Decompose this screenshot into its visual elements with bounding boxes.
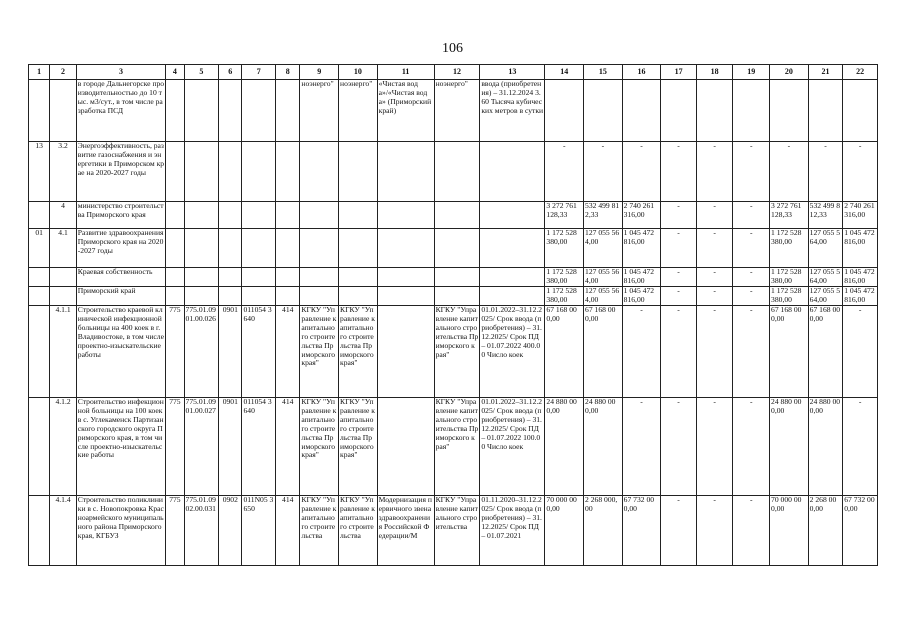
table-cell: Строительство инфекционной больницы на 100 коек в с. Углекаменск Партизанского городского округа Приморского края, в том числе проектно-изыскательские работы xyxy=(76,398,165,496)
table-cell: ноэнерго" xyxy=(434,80,480,142)
table-cell xyxy=(242,268,276,287)
table-row xyxy=(29,496,878,566)
table-cell: КГКУ "Управление капитального строительства xyxy=(300,496,339,566)
table-cell xyxy=(300,142,339,202)
table-cell: 67 732 000,00 xyxy=(622,496,661,566)
table-cell xyxy=(480,268,545,287)
table-cell xyxy=(377,142,434,202)
table-cell xyxy=(184,80,219,142)
table-cell: КГКУ "Управление капитального строительства Приморского края" xyxy=(434,398,480,496)
table-cell xyxy=(377,229,434,268)
table-cell: 67 168 000,00 xyxy=(808,306,843,398)
column-number-cell: 11 xyxy=(377,65,434,80)
table-cell xyxy=(339,287,378,306)
table-row xyxy=(29,306,878,398)
table-cell xyxy=(545,80,584,142)
table-cell xyxy=(219,142,242,202)
table-cell xyxy=(339,268,378,287)
table-cell: 414 xyxy=(276,306,300,398)
table-cell xyxy=(242,229,276,268)
table-cell: - xyxy=(696,268,733,287)
table-cell: - xyxy=(696,398,733,496)
table-cell xyxy=(166,202,184,229)
table-cell xyxy=(166,80,184,142)
column-number-cell: 8 xyxy=(276,65,300,80)
table-cell: - xyxy=(622,398,661,496)
table-cell: - xyxy=(733,287,770,306)
table-cell xyxy=(276,202,300,229)
column-number-cell: 7 xyxy=(242,65,276,80)
table-cell: 4.1.2 xyxy=(50,398,76,496)
table-cell: 67 168 000,00 xyxy=(545,306,584,398)
table-cell: - xyxy=(733,306,770,398)
table-cell: 1 045 472 816,00 xyxy=(843,287,878,306)
table-cell: Развитие здравоохранения Приморского края на 2020-2027 годы xyxy=(76,229,165,268)
table-cell: 1 045 472 816,00 xyxy=(843,268,878,287)
table-cell xyxy=(276,229,300,268)
table-cell: 127 055 564,00 xyxy=(584,287,623,306)
table-cell: 532 499 812,33 xyxy=(808,202,843,229)
table-cell xyxy=(29,287,50,306)
table-cell: 70 000 000,00 xyxy=(770,496,809,566)
table-cell: - xyxy=(843,142,878,202)
table-cell xyxy=(219,80,242,142)
table-cell: - xyxy=(696,142,733,202)
table-cell xyxy=(166,287,184,306)
table-cell: 4.1.4 xyxy=(50,496,76,566)
column-number-cell: 20 xyxy=(770,65,809,80)
table-cell: Модернизация первичного звена здравоохранения Российской Федерации/М xyxy=(377,496,434,566)
table-cell xyxy=(434,287,480,306)
table-cell: ноэнерго" xyxy=(339,80,378,142)
table-cell: КГКУ "Управление капитального строительства Приморского края" xyxy=(339,306,378,398)
table-cell: 1 172 528 380,00 xyxy=(545,229,584,268)
column-number-cell: 5 xyxy=(184,65,219,80)
table-cell xyxy=(276,287,300,306)
table-cell: 127 055 564,00 xyxy=(808,287,843,306)
table-cell: 127 055 564,00 xyxy=(584,268,623,287)
table-cell xyxy=(480,229,545,268)
table-row xyxy=(29,202,878,229)
table-cell xyxy=(219,202,242,229)
table-cell xyxy=(434,268,480,287)
table-cell: 01.01.2022–31.12.2025/ Срок ввода (приобретения) – 31.12.2025/ Срок ПД – 01.07.2022 400.00 Число коек xyxy=(480,306,545,398)
table-cell xyxy=(661,80,697,142)
table-cell: 2 740 261 316,00 xyxy=(622,202,661,229)
table-cell: 4 xyxy=(50,202,76,229)
column-number-cell: 15 xyxy=(584,65,623,80)
table-cell: - xyxy=(661,229,697,268)
table-cell: 775 xyxy=(166,398,184,496)
column-number-cell: 12 xyxy=(434,65,480,80)
column-number-cell: 9 xyxy=(300,65,339,80)
table-row xyxy=(29,142,878,202)
table-cell: - xyxy=(843,306,878,398)
table-cell: 0901 xyxy=(219,306,242,398)
table-cell xyxy=(276,80,300,142)
table-body xyxy=(29,80,878,566)
table-cell xyxy=(242,80,276,142)
table-cell xyxy=(29,306,50,398)
table-cell xyxy=(584,80,623,142)
table-cell: - xyxy=(696,306,733,398)
column-number-cell: 14 xyxy=(545,65,584,80)
table-cell: КГКУ "Управление капитального строительства Приморского края" xyxy=(300,398,339,496)
table-cell: 1 172 528 380,00 xyxy=(545,268,584,287)
table-cell: 775 xyxy=(166,496,184,566)
table-cell: 1 172 528 380,00 xyxy=(770,287,809,306)
table-cell xyxy=(339,142,378,202)
table-cell: - xyxy=(733,398,770,496)
table-cell: - xyxy=(661,306,697,398)
column-number-cell: 10 xyxy=(339,65,378,80)
table-cell: «Чистая вода»/«Чистая вода» (Приморский край) xyxy=(377,80,434,142)
table-cell xyxy=(300,202,339,229)
table-cell: 3 272 761 128,33 xyxy=(770,202,809,229)
column-number-cell: 22 xyxy=(843,65,878,80)
table-cell xyxy=(300,229,339,268)
table-cell xyxy=(50,287,76,306)
table-cell xyxy=(300,287,339,306)
table-cell: 01.01.2022–31.12.2025/ Срок ввода (приобретения) – 31.12.2025/ Срок ПД – 01.07.2022 100.00 Число коек xyxy=(480,398,545,496)
table-cell xyxy=(733,80,770,142)
table-cell: КГКУ "Управление капитального строительства xyxy=(339,496,378,566)
table-cell: Строительство краевой клинической инфекционной больницы на 400 коек в г. Владивостоке, в том числе проектно-изыскательские работы xyxy=(76,306,165,398)
column-number-cell: 3 xyxy=(76,65,165,80)
table-cell: - xyxy=(584,142,623,202)
table-cell: 67 168 000,00 xyxy=(584,306,623,398)
table-cell: 011N05 3650 xyxy=(242,496,276,566)
table-cell xyxy=(184,287,219,306)
column-number-cell: 4 xyxy=(166,65,184,80)
table-cell: 532 499 812,33 xyxy=(584,202,623,229)
table-cell: 24 880 000,00 xyxy=(545,398,584,496)
table-cell xyxy=(622,80,661,142)
table-cell xyxy=(166,268,184,287)
table-cell: 127 055 564,00 xyxy=(584,229,623,268)
column-number-cell: 21 xyxy=(808,65,843,80)
page-number: 106 xyxy=(442,41,463,56)
table-cell xyxy=(50,80,76,142)
table-cell: - xyxy=(696,202,733,229)
column-number-cell: 6 xyxy=(219,65,242,80)
table-cell: Строительство поликлиники в с. Новопокровка Красноармейского муниципального района Приморского края, КГБУЗ xyxy=(76,496,165,566)
table-cell: КГКУ "Управление капитального строительства Приморского края" xyxy=(339,398,378,496)
table-cell: - xyxy=(661,496,697,566)
table-cell: - xyxy=(733,496,770,566)
table-cell xyxy=(377,398,434,496)
table-cell xyxy=(377,268,434,287)
table-cell: ввода (приобретения) – 31.12.2024 3.60 Тысяча кубических метров в сутки xyxy=(480,80,545,142)
table-cell xyxy=(377,202,434,229)
table-cell: КГКУ "Управление капитального строительства Приморского края" xyxy=(434,306,480,398)
table-cell: 011054 3640 xyxy=(242,398,276,496)
table-cell xyxy=(50,268,76,287)
table-cell: - xyxy=(661,142,697,202)
table-cell: 24 880 000,00 xyxy=(770,398,809,496)
table-cell: - xyxy=(843,398,878,496)
table-cell: 1 172 528 380,00 xyxy=(770,229,809,268)
table-cell xyxy=(377,306,434,398)
table-cell xyxy=(434,142,480,202)
table-cell: - xyxy=(661,268,697,287)
table-cell: 1 045 472 816,00 xyxy=(843,229,878,268)
table-cell: 67 168 000,00 xyxy=(770,306,809,398)
column-number-cell: 2 xyxy=(50,65,76,80)
table-row xyxy=(29,268,878,287)
table-cell: 4.1 xyxy=(50,229,76,268)
table-cell: - xyxy=(696,229,733,268)
table-cell xyxy=(184,268,219,287)
table-cell: - xyxy=(733,202,770,229)
table-cell: 3.2 xyxy=(50,142,76,202)
table-cell: Энергоэффективность, развитие газоснабжения и энергетики в Приморском крае на 2020-2027 годы xyxy=(76,142,165,202)
table-cell: - xyxy=(696,287,733,306)
table-row xyxy=(29,398,878,496)
table-cell: 011054 3640 xyxy=(242,306,276,398)
table-cell: - xyxy=(808,142,843,202)
column-number-cell: 16 xyxy=(622,65,661,80)
table-cell: - xyxy=(661,202,697,229)
table-cell xyxy=(29,202,50,229)
table-cell xyxy=(480,142,545,202)
table-cell: КГКУ "Управление капитального строительства xyxy=(434,496,480,566)
table-cell: 01 xyxy=(29,229,50,268)
table-cell xyxy=(29,496,50,566)
column-number-row xyxy=(29,65,878,80)
table-cell: 70 000 000,00 xyxy=(545,496,584,566)
table-cell: - xyxy=(661,398,697,496)
budget-table xyxy=(28,64,878,566)
table-cell xyxy=(480,202,545,229)
table-cell xyxy=(339,229,378,268)
table-cell xyxy=(242,202,276,229)
table-cell xyxy=(276,268,300,287)
table-cell: 3 272 761 128,33 xyxy=(545,202,584,229)
table-cell: 2 268 000,00 xyxy=(584,496,623,566)
table-cell: 1 045 472 816,00 xyxy=(622,268,661,287)
table-cell: 414 xyxy=(276,398,300,496)
column-number-cell: 19 xyxy=(733,65,770,80)
table-cell xyxy=(339,202,378,229)
table-cell: 1 045 472 816,00 xyxy=(622,229,661,268)
table-cell: 2 268 000,00 xyxy=(808,496,843,566)
table-cell: - xyxy=(622,142,661,202)
table-cell xyxy=(843,80,878,142)
table-cell: 127 055 564,00 xyxy=(808,229,843,268)
table-cell xyxy=(184,202,219,229)
table-cell: 0901 xyxy=(219,398,242,496)
table-cell xyxy=(242,287,276,306)
table-cell xyxy=(300,268,339,287)
table-cell: 2 740 261 316,00 xyxy=(843,202,878,229)
table-cell: КГКУ "Управление капитального строительства Приморского края" xyxy=(300,306,339,398)
table-cell xyxy=(29,80,50,142)
table-cell: - xyxy=(696,496,733,566)
column-number-cell: 1 xyxy=(29,65,50,80)
table-cell: Приморский край xyxy=(76,287,165,306)
table-cell: 13 xyxy=(29,142,50,202)
table-cell: 1 045 472 816,00 xyxy=(622,287,661,306)
table-cell xyxy=(770,80,809,142)
table-cell xyxy=(184,229,219,268)
table-cell: - xyxy=(545,142,584,202)
table-cell xyxy=(696,80,733,142)
table-cell: - xyxy=(661,287,697,306)
table-cell: в городе Дальнегорске производительностью до 10 тыс. м3/сут., в том числе разработка ПСД xyxy=(76,80,165,142)
table-cell xyxy=(166,229,184,268)
table-cell: 24 880 000,00 xyxy=(808,398,843,496)
table-row xyxy=(29,229,878,268)
table-cell: 0902 xyxy=(219,496,242,566)
table-cell xyxy=(434,202,480,229)
table-cell xyxy=(184,142,219,202)
column-number-cell: 18 xyxy=(696,65,733,80)
table-cell xyxy=(242,142,276,202)
table-cell: 67 732 000,00 xyxy=(843,496,878,566)
table-cell: 775.01.09 01.00.027 xyxy=(184,398,219,496)
table-cell: 127 055 564,00 xyxy=(808,268,843,287)
table-row xyxy=(29,287,878,306)
table-cell: 414 xyxy=(276,496,300,566)
table-cell: 775 xyxy=(166,306,184,398)
table-cell xyxy=(29,398,50,496)
table-cell: - xyxy=(770,142,809,202)
table-cell: - xyxy=(733,268,770,287)
table-row xyxy=(29,80,878,142)
table-cell: - xyxy=(733,142,770,202)
table-cell xyxy=(29,268,50,287)
table-cell: 1 172 528 380,00 xyxy=(770,268,809,287)
table-cell: 1 172 528 380,00 xyxy=(545,287,584,306)
table-cell xyxy=(377,287,434,306)
table-cell xyxy=(219,287,242,306)
table-cell: 01.11.2020–31.12.2025/ Срок ввода (приобретения) – 31.12.2025/ Срок ПД – 01.07.2021 xyxy=(480,496,545,566)
table-cell xyxy=(480,287,545,306)
table-cell xyxy=(434,229,480,268)
table-cell xyxy=(276,142,300,202)
table-cell: - xyxy=(622,306,661,398)
table-cell xyxy=(219,229,242,268)
table-cell xyxy=(219,268,242,287)
table-cell: - xyxy=(733,229,770,268)
table-cell: Краевая собственность xyxy=(76,268,165,287)
table-cell: министерство строительства Приморского края xyxy=(76,202,165,229)
column-number-cell: 13 xyxy=(480,65,545,80)
table-cell: 775.01.09 02.00.031 xyxy=(184,496,219,566)
table-cell: 24 880 000,00 xyxy=(584,398,623,496)
column-number-cell: 17 xyxy=(661,65,697,80)
table-cell: 775.01.09 01.00.026 xyxy=(184,306,219,398)
table-cell: 4.1.1 xyxy=(50,306,76,398)
table-cell xyxy=(166,142,184,202)
table-cell: ноэнерго" xyxy=(300,80,339,142)
table-cell xyxy=(808,80,843,142)
